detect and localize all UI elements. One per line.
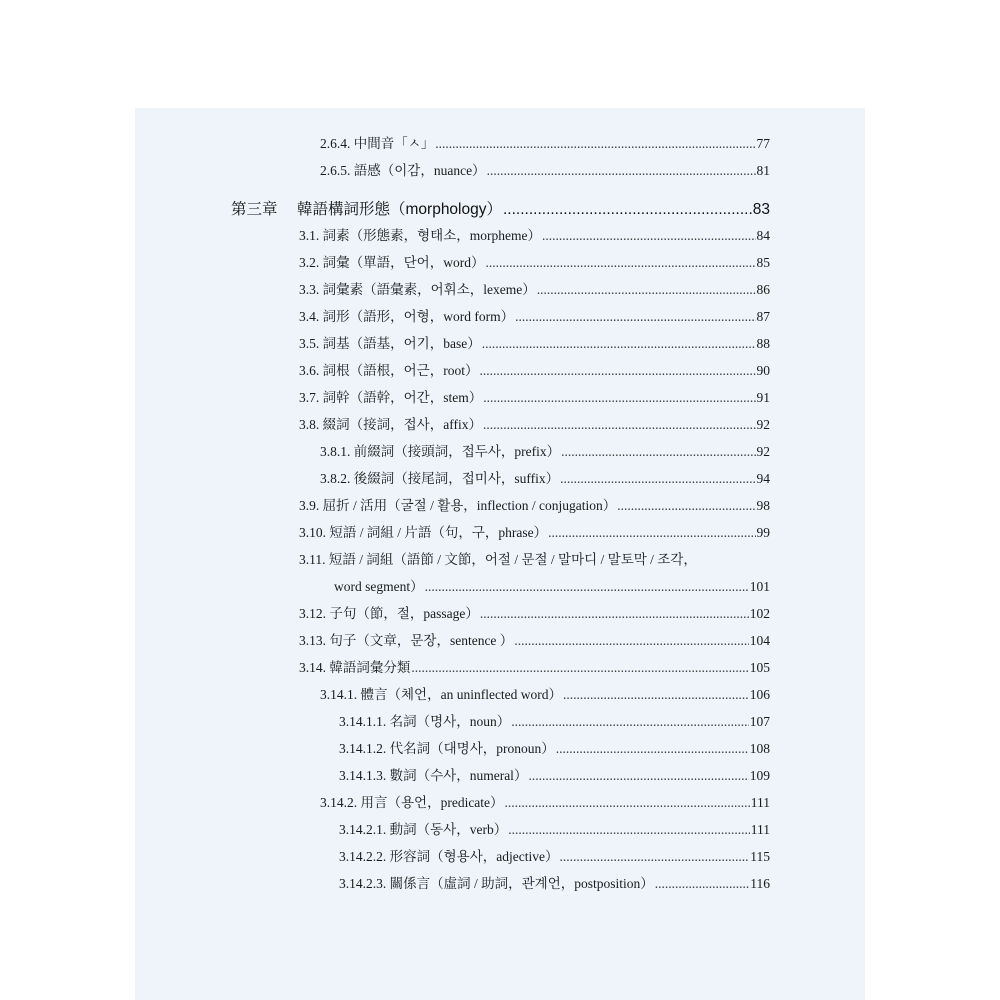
toc-entry-page: 94 [756,471,770,486]
leader-dots [480,604,749,624]
leader-dots [425,577,749,597]
toc-entry-title: 3.10. 短語 / 詞組 / 片語（句，구，phrase） [299,525,548,540]
toc-entry [299,361,770,381]
leader-dots [548,523,755,543]
toc-entry [320,685,770,705]
leader-dots [561,442,755,462]
toc-entry-title: 3.1. 詞素（形態素，형태소，morpheme） [299,228,541,243]
leader-dots [537,280,756,300]
toc-entry-title: 3.12. 子句（節，절，passage） [299,606,479,621]
toc-entry [299,604,770,624]
toc-entry-page: 111 [750,795,770,810]
leader-dots [559,847,749,867]
leader-dots [542,226,756,246]
leader-dots [435,134,755,154]
toc-entry-title: 3.14.2.3. 關係言（虛詞 / 助詞，관계언，postposition） [339,876,654,891]
toc-entry-title: 3.14.1.2. 代名詞（대명사，pronoun） [339,741,555,756]
toc-entry-title: 3.9. 屈折 / 活用（굴절 / 활용，inflection / conjugation） [299,498,617,513]
toc-entry-page: 88 [756,336,770,351]
chapter-title: 韓語構詞形態（morphology） [297,201,502,218]
toc-entry [320,161,770,181]
toc-entry-page: 99 [756,525,770,540]
leader-dots [482,334,756,354]
toc-entry [334,577,770,597]
toc-entry-title: 3.7. 詞幹（語幹，어간，stem） [299,390,483,405]
toc-entry-page: 77 [756,136,770,151]
toc-entry-page: 116 [750,876,770,891]
toc-entry [299,523,770,543]
toc-entry-title: 3.13. 句子（文章，문장，sentence ） [299,633,514,648]
toc-entry [320,793,770,813]
leader-dots [508,820,750,840]
toc-entry-title: 3.3. 詞彙素（語彙素，어휘소，lexeme） [299,282,536,297]
toc-entry-title: 3.14.1. 體言（체언，an uninflected word） [320,687,563,702]
toc-entry [320,469,770,489]
toc-entry-title: 2.6.4. 中間音「ㅅ」 [320,136,435,151]
toc-entry-page: 86 [756,282,770,297]
toc-entry-title-continued: word segment） [334,579,424,594]
leader-dots [483,388,755,408]
toc-entry [299,496,770,516]
toc-entry [299,631,770,651]
toc-entry-title: 3.5. 詞基（語基，어기，base） [299,336,481,351]
toc-entry-title: 3.14.2.2. 形容詞（형용사，adjective） [339,849,559,864]
toc-entry [320,134,770,154]
toc-entry-title: 3.14.1.3. 數詞（수사，numeral） [339,768,528,783]
toc-entry-page: 101 [749,579,770,594]
toc-entry-title: 3.14. 韓語詞彙分類 [299,660,411,675]
toc-entry [320,442,770,462]
toc-entry-title: 3.14.2. 用言（용언，predicate） [320,795,504,810]
toc-entry-title: 3.4. 詞形（語形，어형，word form） [299,309,515,324]
leader-dots [560,469,755,489]
toc-entry-title: 3.8. 綴詞（接詞，접사，affix） [299,417,482,432]
toc-entry-page: 109 [749,768,770,783]
toc-entry [339,739,770,759]
chapter-page: 83 [752,201,770,218]
toc-entry [339,820,770,840]
toc-entry [299,280,770,300]
toc-entry [299,307,770,327]
toc-entry-page: 98 [756,498,770,513]
chapter-number: 第三章 [231,201,278,218]
toc-entry [299,253,770,273]
toc-entry [299,415,770,435]
toc-entry-page: 115 [750,849,770,864]
toc-entry [339,712,770,732]
toc-entry-page: 87 [756,309,770,324]
leader-dots [483,415,756,435]
toc-entry-page: 92 [756,417,770,432]
toc-entry-title: 3.6. 詞根（語根，어근，root） [299,363,479,378]
leader-dots [503,199,752,221]
toc-entry [299,658,770,678]
toc-entry [299,226,770,246]
toc-entry [299,334,770,354]
toc-entry-title: 3.2. 詞彙（單語，단어，word） [299,255,485,270]
leader-dots [556,739,749,759]
toc-entry-title: 3.14.2.1. 動詞（동사，verb） [339,822,508,837]
toc-page [135,108,865,1000]
toc-entry-page: 107 [749,714,770,729]
toc-entry-page: 108 [749,741,770,756]
toc-entry-title: 3.8.2. 後綴詞（接尾詞，접미사，suffix） [320,471,560,486]
leader-dots [411,658,748,678]
toc-entry-title: 3.11. 短語 / 詞組（語節 / 文節，어절 / 문절 / 말마디 / 말토막 / 조각， [299,552,697,567]
leader-dots [617,496,755,516]
toc-entry-page: 105 [749,660,770,675]
toc-entry-page: 85 [756,255,770,270]
leader-dots [515,307,755,327]
toc-entry [339,874,770,894]
leader-dots [511,712,749,732]
toc-entry [339,847,770,867]
toc-entry-page: 104 [749,633,770,648]
leader-dots [485,253,755,273]
toc-entry-page: 92 [756,444,770,459]
leader-dots [563,685,749,705]
toc-entry-page: 102 [749,606,770,621]
leader-dots [479,361,755,381]
toc-entry-title: 3.14.1.1. 名詞（명사，noun） [339,714,511,729]
toc-entry-page: 84 [756,228,770,243]
leader-dots [505,793,750,813]
leader-dots [655,874,749,894]
toc-entry [339,766,770,786]
toc-entry-page: 111 [750,822,770,837]
toc-entry-page: 81 [756,163,770,178]
toc-entry-page: 91 [756,390,770,405]
leader-dots [528,766,748,786]
toc-entry-title: 3.8.1. 前綴詞（接頭詞，접두사，prefix） [320,444,561,459]
toc-entry [299,388,770,408]
toc-entry-page: 106 [749,687,770,702]
toc-entry-page: 90 [756,363,770,378]
toc-entry-title: 2.6.5. 語感（이감，nuance） [320,163,486,178]
leader-dots [514,631,748,651]
leader-dots [487,161,756,181]
chapter-heading [231,199,770,221]
